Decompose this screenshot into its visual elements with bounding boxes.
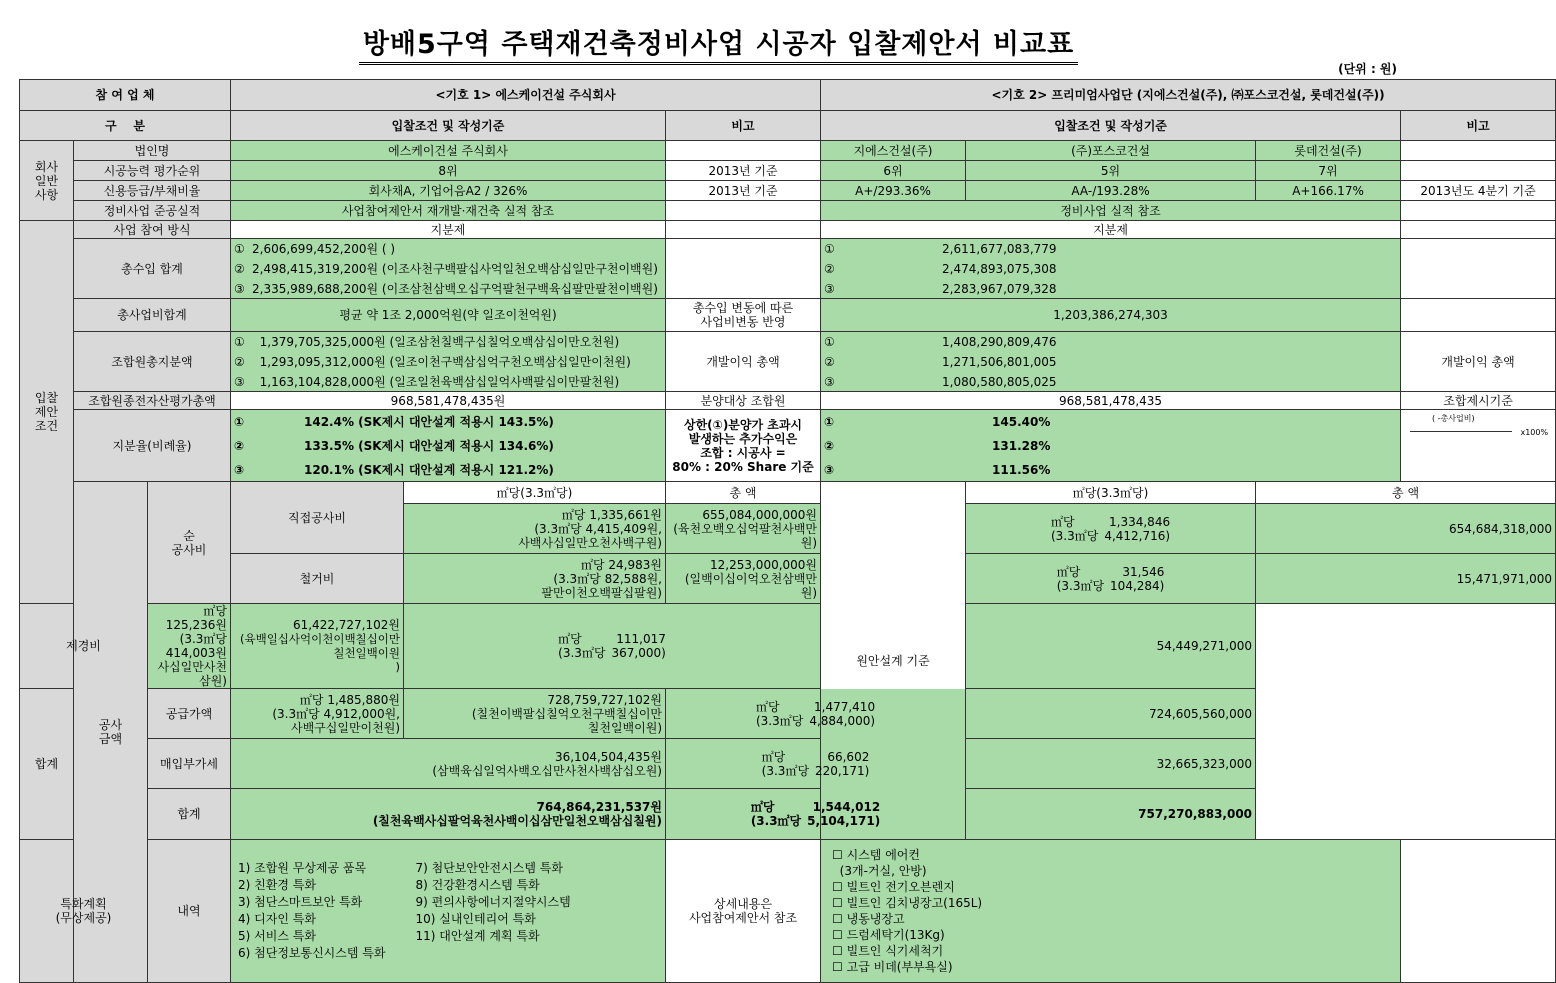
ratio-b2-row2: ② 131.28% — [824, 438, 1051, 453]
supply-unit1: ㎡당 1,485,880원 (3.3㎡당 4,912,000원, 사백구십일만이천원) — [231, 689, 404, 739]
asset-b2: 968,581,478,435 — [821, 392, 1401, 410]
supply-total2: 724,605,560,000 — [966, 689, 1256, 739]
share-b1 — [231, 332, 666, 392]
demol-label: 철거비 — [231, 554, 404, 604]
grand-total2: 757,270,883,000 — [966, 789, 1256, 840]
income-b2 — [821, 239, 1401, 299]
income-b2-row3: ③ 2,283,967,079,328 — [824, 281, 1057, 296]
participants-header: 참 여 업 체 — [20, 80, 231, 111]
income-b1-row2: ② 2,498,415,319,200원 (이조사천구백팔십사억일천오백삼십일만구천이백원) — [234, 261, 658, 276]
special-list2: ☐ 시스템 에어컨 (3개-거실, 안방) ☐ 빌트인 전기오븐렌지 ☐ 빌트인 김치냉장고(165L) ☐ 냉동냉장고 ☐ 드럼세탁기(13Kg) ☐ 빌트인 식기세척기 ☐ 고급 비데(부부욕실) — [821, 840, 1401, 983]
unit-col2-header: ㎡당(3.3㎡당) — [966, 482, 1256, 504]
direct-unit1: ㎡당 1,335,661원 (3.3㎡당 4,415,409원, 사백사십일만오천사백구원) — [404, 504, 666, 554]
method-note1 — [666, 221, 821, 239]
special-list1 — [231, 840, 666, 983]
ratio-formula — [1404, 410, 1552, 438]
ratio-b1-row3: ③ 120.1% (SK제시 대안설계 적용시 121.2%) — [234, 462, 554, 477]
ratio-formula-x: x100% — [1520, 428, 1549, 437]
share-b1-row3: ③ 1,163,104,828,000원 (일조일천육백삼십일억사백팔십이만팔천원) — [234, 374, 620, 389]
asset-note2: 조합제시기준 — [1401, 392, 1556, 410]
share-label: 조합원총지분액 — [74, 332, 231, 392]
rank-b2-gs: 6위 — [821, 161, 966, 181]
perf-note1 — [666, 201, 821, 221]
category-header: 구 분 — [20, 111, 231, 141]
corp-label: 법인명 — [74, 141, 231, 161]
asset-note1: 분양대상 조합원 — [666, 392, 821, 410]
income-b2-row2: ② 2,474,893,075,308 — [824, 261, 1057, 276]
direct-total2: 654,684,318,000 — [1256, 504, 1556, 554]
corp-b1: 에스케이건설 주식회사 — [231, 141, 666, 161]
cost-note2 — [1401, 299, 1556, 332]
income-b2-row1: ① 2,611,677,083,779 — [824, 241, 1057, 256]
method-note2 — [1401, 221, 1556, 239]
construction-note: 원안설계 기준 — [821, 482, 966, 840]
cond1-header: 입찰조건 및 작성기준 — [231, 111, 666, 141]
special-note2 — [1401, 840, 1556, 983]
credit-b2-lotte: A+166.17% — [1256, 181, 1401, 201]
income-note1 — [666, 239, 821, 299]
supply-unit2: ㎡당 (3.3㎡당 1,477,410 4,884,000) — [666, 689, 966, 739]
share-note2: 개발이익 총액 — [1401, 332, 1556, 392]
cost-b1: 평균 약 1조 2,000억원(약 일조이천억원) — [231, 299, 666, 332]
income-label: 총수입 합계 — [74, 239, 231, 299]
ratio-b2-row3: ③ 111.56% — [824, 462, 1051, 477]
bidder2-header: <기호 2> 프리미엄사업단 (지에스건설(주), ㈜포스코건설, 롯데건설(주)) — [821, 80, 1556, 111]
corp-note2 — [1401, 141, 1556, 161]
bid-group-label: 입찰 제안 조건 — [20, 221, 74, 604]
total-col1-header: 총 액 — [666, 482, 821, 504]
sum-label: 합계 — [20, 689, 74, 840]
credit-label: 신용등급/부채비율 — [74, 181, 231, 201]
special-note1: 상세내용은 사업참여제안서 참조 — [666, 840, 821, 983]
perf-label: 정비사업 준공실적 — [74, 201, 231, 221]
ratio-b1-row1: ① 142.4% (SK제시 대안설계 적용시 143.5%) — [234, 414, 554, 429]
perf-note2 — [1401, 201, 1556, 221]
cost-note1: 총수입 변동에 따른 사업비변동 반영 — [666, 299, 821, 332]
credit-note1: 2013년 기준 — [666, 181, 821, 201]
income-b1 — [231, 239, 666, 299]
special-label: 특화계획 (무상제공) — [20, 840, 148, 983]
direct-unit2: ㎡당 (3.3㎡당 1,334,846 4,412,716) — [966, 504, 1256, 554]
share-b1-row1: ① 1,379,705,325,000원 (일조삼천칠백구십칠억오백삼십이만오천원) — [234, 334, 620, 349]
method-b2: 지분제 — [821, 221, 1401, 239]
demol-unit2: ㎡당 (3.3㎡당 31,546 104,284) — [966, 554, 1256, 604]
comparison-table — [19, 79, 1556, 983]
total-col2-header: 총 액 — [1256, 482, 1556, 504]
income-b1-row3: ③ 2,335,989,688,200원 (이조삼천삼백오십구억팔천구백육십팔만팔천이백원) — [234, 281, 658, 296]
construction-group-label: 공사 금액 — [74, 482, 148, 983]
share-b1-row2: ② 1,293,095,312,000원 (일조이천구백삼십억구천오백삼십일만이천원) — [234, 354, 631, 369]
ratio-label: 지분율(비례율) — [74, 410, 231, 482]
credit-b2-gs: A+/293.36% — [821, 181, 966, 201]
special-list1-col-b: 7) 첨단보안안전시스템 특화 8) 건강환경시스템 특화 9) 편의사항에너지절약시스템 10) 실내인테리어 특화 11) 대안설계 계획 특화 — [415, 861, 571, 943]
income-b1-row1: ① 2,606,699,452,200원 ( ) — [234, 241, 396, 256]
vat-total2: 32,665,323,000 — [966, 739, 1256, 789]
method-b1: 지분제 — [231, 221, 666, 239]
overhead-unit1: ㎡당 125,236원 (3.3㎡당 414,003원 사십일만사천삼원) — [148, 604, 231, 689]
credit-b1: 회사채A, 기업어음A2 / 326% — [231, 181, 666, 201]
share-b2 — [821, 332, 1401, 392]
ratio-b1 — [231, 410, 666, 482]
vat-unit2: ㎡당 (3.3㎡당 66,602 220,171) — [666, 739, 966, 789]
ratio-note2 — [1401, 410, 1556, 482]
overhead-total1: 61,422,727,102원 (육백일십사억이천이백칠십이만칠천일백이원 ) — [231, 604, 404, 689]
corp-b2-gs: 지에스건설(주) — [821, 141, 966, 161]
perf-b1: 사업참여제안서 재개발·재건축 실적 참조 — [231, 201, 666, 221]
supply-total1: 728,759,727,102원 (칠천이백팔십칠억오천구백칠십이만 칠천일백이원) — [404, 689, 666, 739]
vat-total1: 36,104,504,435원 (삼백육십일억사백오십만사천사백삼십오원) — [231, 739, 666, 789]
unit-note: (단위 : 원) — [1338, 62, 1397, 76]
net-cost-label: 순 공사비 — [148, 482, 231, 604]
direct-total1: 655,084,000,000원 (육천오백오십억팔천사백만원) — [666, 504, 821, 554]
ratio-formula-bar — [1410, 431, 1512, 432]
corp-b2-posco: (주)포스코건설 — [966, 141, 1256, 161]
special-detail-label: 내역 — [148, 840, 231, 983]
note2-header: 비고 — [1401, 111, 1556, 141]
cost-label: 총사업비합계 — [74, 299, 231, 332]
asset-b1: 968,581,478,435원 — [231, 392, 666, 410]
demol-total1: 12,253,000,000원 (일백이십이억오천삼백만원) — [666, 554, 821, 604]
special-list1-col-a: 1) 조합원 무상제공 품목 2) 친환경 특화 3) 첨단스마트보안 특화 4) 디자인 특화 5) 서비스 특화 6) 첨단정보통신시스템 특화 — [238, 861, 386, 960]
ratio-b1-row2: ② 133.5% (SK제시 대안설계 적용시 134.6%) — [234, 438, 554, 453]
vat-label: 매입부가세 — [148, 739, 231, 789]
rank-note2 — [1401, 161, 1556, 181]
overhead-unit2: ㎡당 (3.3㎡당 111,017 367,000) — [404, 604, 821, 689]
overhead-label: 제경비 — [20, 604, 148, 689]
ratio-formula-top: ( -총사업비) — [1432, 414, 1475, 423]
cond2-header: 입찰조건 및 작성기준 — [821, 111, 1401, 141]
page-title: 방배5구역 주택재건축정비사업 시공자 입찰제안서 비교표 — [0, 22, 1437, 61]
overhead-total2: 54,449,271,000 — [966, 604, 1256, 689]
asset-label: 조합원종전자산평가총액 — [74, 392, 231, 410]
cost-b2: 1,203,386,274,303 — [821, 299, 1401, 332]
company-group-label: 회사 일반 사항 — [20, 141, 74, 221]
share-note1: 개발이익 총액 — [666, 332, 821, 392]
rank-b2-lotte: 7위 — [1256, 161, 1401, 181]
grand-total1: 764,864,231,537원 (칠천육백사십팔억육천사백이십삼만일천오백삼십칠원) — [231, 789, 666, 840]
corp-note1 — [666, 141, 821, 161]
share-b2-row2: ② 1,271,506,801,005 — [824, 354, 1057, 369]
rank-b2-posco: 5위 — [966, 161, 1256, 181]
rank-note1: 2013년 기준 — [666, 161, 821, 181]
bidder1-header: <기호 1> 에스케이건설 주식회사 — [231, 80, 821, 111]
demol-total2: 15,471,971,000 — [1256, 554, 1556, 604]
method-label: 사업 참여 방식 — [74, 221, 231, 239]
share-b2-row1: ① 1,408,290,809,476 — [824, 334, 1057, 349]
demol-unit1: ㎡당 24,983원 (3.3㎡당 82,588원, 팔만이천오백팔십팔원) — [404, 554, 666, 604]
rank-b1: 8위 — [231, 161, 666, 181]
direct-label: 직접공사비 — [231, 482, 404, 554]
unit-col1-header: ㎡당(3.3㎡당) — [404, 482, 666, 504]
ratio-note1: 상한(①)분양가 초과시 발생하는 추가수익은 조합 : 시공사 = 80% : 20% Share 기준 — [666, 410, 821, 482]
note1-header: 비고 — [666, 111, 821, 141]
ratio-b2 — [821, 410, 1401, 482]
perf-b2: 정비사업 실적 참조 — [821, 201, 1401, 221]
share-b2-row3: ③ 1,080,580,805,025 — [824, 374, 1057, 389]
credit-b2-posco: AA-/193.28% — [966, 181, 1256, 201]
total-label: 합계 — [148, 789, 231, 840]
rank-label: 시공능력 평가순위 — [74, 161, 231, 181]
income-note2 — [1401, 239, 1556, 299]
corp-b2-lotte: 롯데건설(주) — [1256, 141, 1401, 161]
supply-label: 공급가액 — [148, 689, 231, 739]
ratio-b2-row1: ① 145.40% — [824, 414, 1051, 429]
grand-unit2: ㎡당 (3.3㎡당 1,544,012 5,104,171) — [666, 789, 966, 840]
credit-note2: 2013년도 4분기 기준 — [1401, 181, 1556, 201]
